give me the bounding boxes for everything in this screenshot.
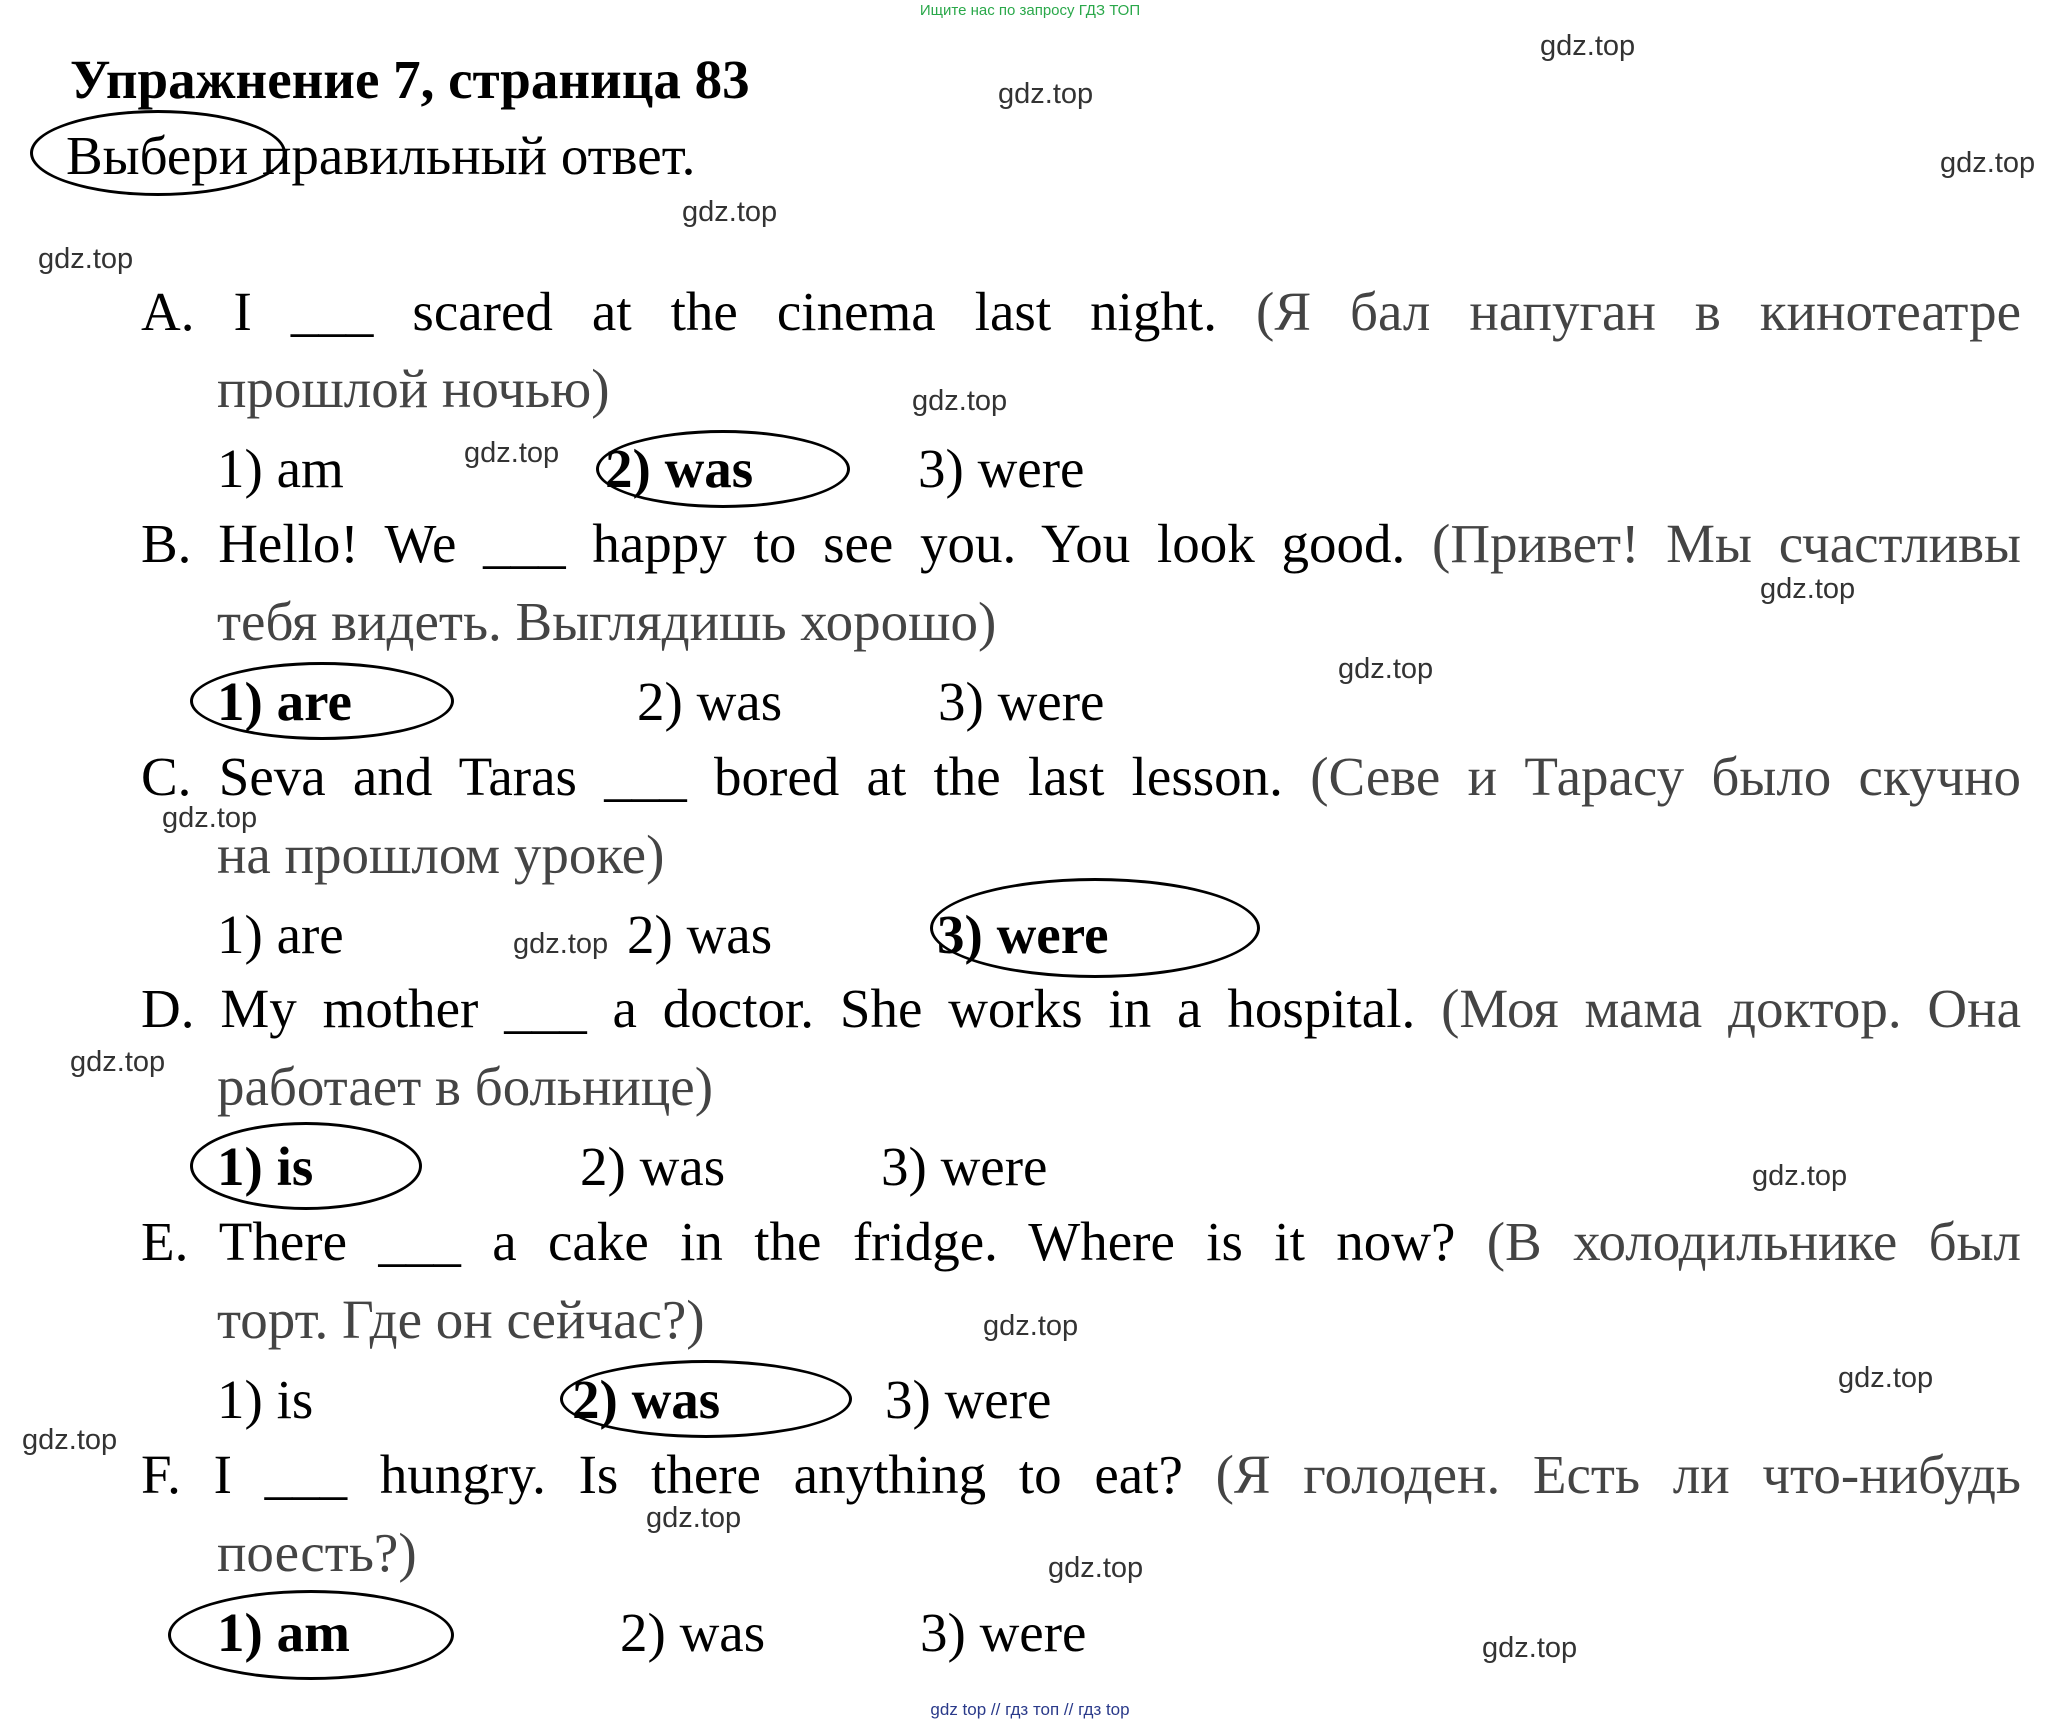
exercise-letter: D. [141, 978, 195, 1039]
exercise-sentence: My mother ___ a doctor. She works in a hospital. [220, 978, 1416, 1039]
exercise-translation-cont: торт. Где он сейчас?) [217, 1289, 705, 1350]
exercise-translation-cont: тебя видеть. Выглядишь хорошо) [217, 591, 997, 652]
watermark: gdz.top [70, 1046, 166, 1078]
watermark: gdz.top [513, 928, 609, 960]
option-c-1: 1) are [217, 904, 344, 965]
watermark: gdz.top [1338, 653, 1434, 685]
answer-ellipse-b [190, 662, 454, 740]
exercise-translation-cont: работает в больнице) [217, 1056, 714, 1117]
exercise-letter: B. [141, 513, 192, 574]
watermark: gdz.top [464, 437, 560, 469]
page-title: Упражнение 7, страница 83 [70, 49, 750, 110]
exercise-sentence: Seva and Taras ___ bored at the last lesson. [218, 746, 1283, 807]
watermark: gdz.top [38, 243, 134, 275]
exercise-letter: E. [141, 1211, 189, 1272]
exercise-translation-cont: прошлой ночью) [217, 358, 610, 419]
exercise-sentence: I ___ scared at the cinema last night. [233, 281, 1217, 342]
exercise-c-line2 [217, 823, 2021, 887]
answer-ellipse-e [560, 1360, 852, 1438]
answer-ellipse-d [190, 1122, 422, 1210]
exercise-e-line1 [141, 1210, 2021, 1274]
exercise-translation-cont: поесть?) [217, 1522, 417, 1583]
watermark: gdz.top [646, 1502, 742, 1534]
watermark: gdz.top [682, 196, 778, 228]
option-b-3: 3) were [938, 671, 1105, 732]
watermark: gdz.top [1752, 1160, 1848, 1192]
option-d-3: 3) were [881, 1136, 1048, 1197]
option-a-3: 3) were [918, 438, 1085, 499]
exercise-translation-cont: на прошлом уроке) [217, 824, 665, 885]
option-d-2: 2) was [580, 1136, 726, 1197]
exercise-b-line1 [141, 512, 2021, 576]
option-f-1-answer: 1) am [217, 1602, 350, 1663]
exercise-sentence: There ___ a cake in the fridge. Where is it now? [218, 1211, 1456, 1272]
answer-ellipse-f [168, 1590, 454, 1680]
option-b-1-answer: 1) are [217, 671, 352, 732]
watermark: gdz.top [1940, 147, 2036, 179]
option-b-2: 2) was [637, 671, 783, 732]
watermark: gdz.top [998, 78, 1094, 110]
watermark: gdz.top [22, 1424, 118, 1456]
exercise-f-line1 [141, 1443, 2021, 1507]
exercise-translation: (Я бал напуган в кинотеатре [1256, 281, 2022, 342]
exercise-a-line2 [217, 357, 2021, 421]
option-c-3-answer: 3) were [937, 904, 1109, 965]
watermark: gdz.top [1838, 1362, 1934, 1394]
exercise-translation: (Привет! Мы счастливы [1432, 513, 2021, 574]
instruction-highlight-ellipse [30, 110, 286, 196]
watermark: gdz.top [1540, 30, 1636, 62]
watermark: gdz.top [983, 1310, 1079, 1342]
watermark: gdz.top [1760, 573, 1856, 605]
exercise-translation: (Моя мама доктор. Она [1441, 978, 2021, 1039]
exercise-c-line1 [141, 745, 2021, 809]
watermark: gdz.top [1048, 1552, 1144, 1584]
option-f-2: 2) was [620, 1602, 766, 1663]
exercise-d-line1 [141, 977, 2021, 1041]
exercise-translation: (В холодильнике был [1486, 1211, 2021, 1272]
option-a-1: 1) am [217, 438, 344, 499]
exercise-translation: (Севе и Тарасу было скучно [1310, 746, 2021, 807]
option-e-2-answer: 2) was [572, 1369, 721, 1430]
option-e-3: 3) were [885, 1369, 1052, 1430]
option-a-2-answer: 2) was [605, 438, 754, 499]
exercise-letter: A. [141, 281, 195, 342]
answer-ellipse-c [930, 878, 1260, 978]
option-e-1: 1) is [217, 1369, 314, 1430]
exercise-b-line2 [217, 590, 2021, 654]
watermark: gdz.top [1482, 1632, 1578, 1664]
answer-ellipse-a [596, 430, 850, 508]
option-d-1-answer: 1) is [217, 1136, 314, 1197]
watermark: gdz.top [912, 385, 1008, 417]
footer-watermark: gdz top // гдз топ // гдз top [930, 1700, 1130, 1719]
exercise-sentence: Hello! We ___ happy to see you. You look good. [218, 513, 1406, 574]
top-banner: Ищите нас по запросу ГДЗ ТОП [919, 2, 1141, 19]
exercise-letter: C. [141, 746, 192, 807]
exercise-letter: F. [141, 1444, 181, 1505]
exercise-translation: (Я голоден. Есть ли что-нибудь [1215, 1444, 2022, 1505]
option-f-3: 3) were [920, 1602, 1087, 1663]
exercise-e-line2 [217, 1288, 2021, 1352]
option-c-2: 2) was [627, 904, 773, 965]
watermark: gdz.top [162, 802, 258, 834]
exercise-a-line1 [141, 280, 2021, 344]
instruction: Выбери правильный ответ. [66, 125, 696, 186]
exercise-sentence: I ___ hungry. Is there anything to eat? [213, 1444, 1183, 1505]
exercise-d-line2 [217, 1055, 2021, 1119]
